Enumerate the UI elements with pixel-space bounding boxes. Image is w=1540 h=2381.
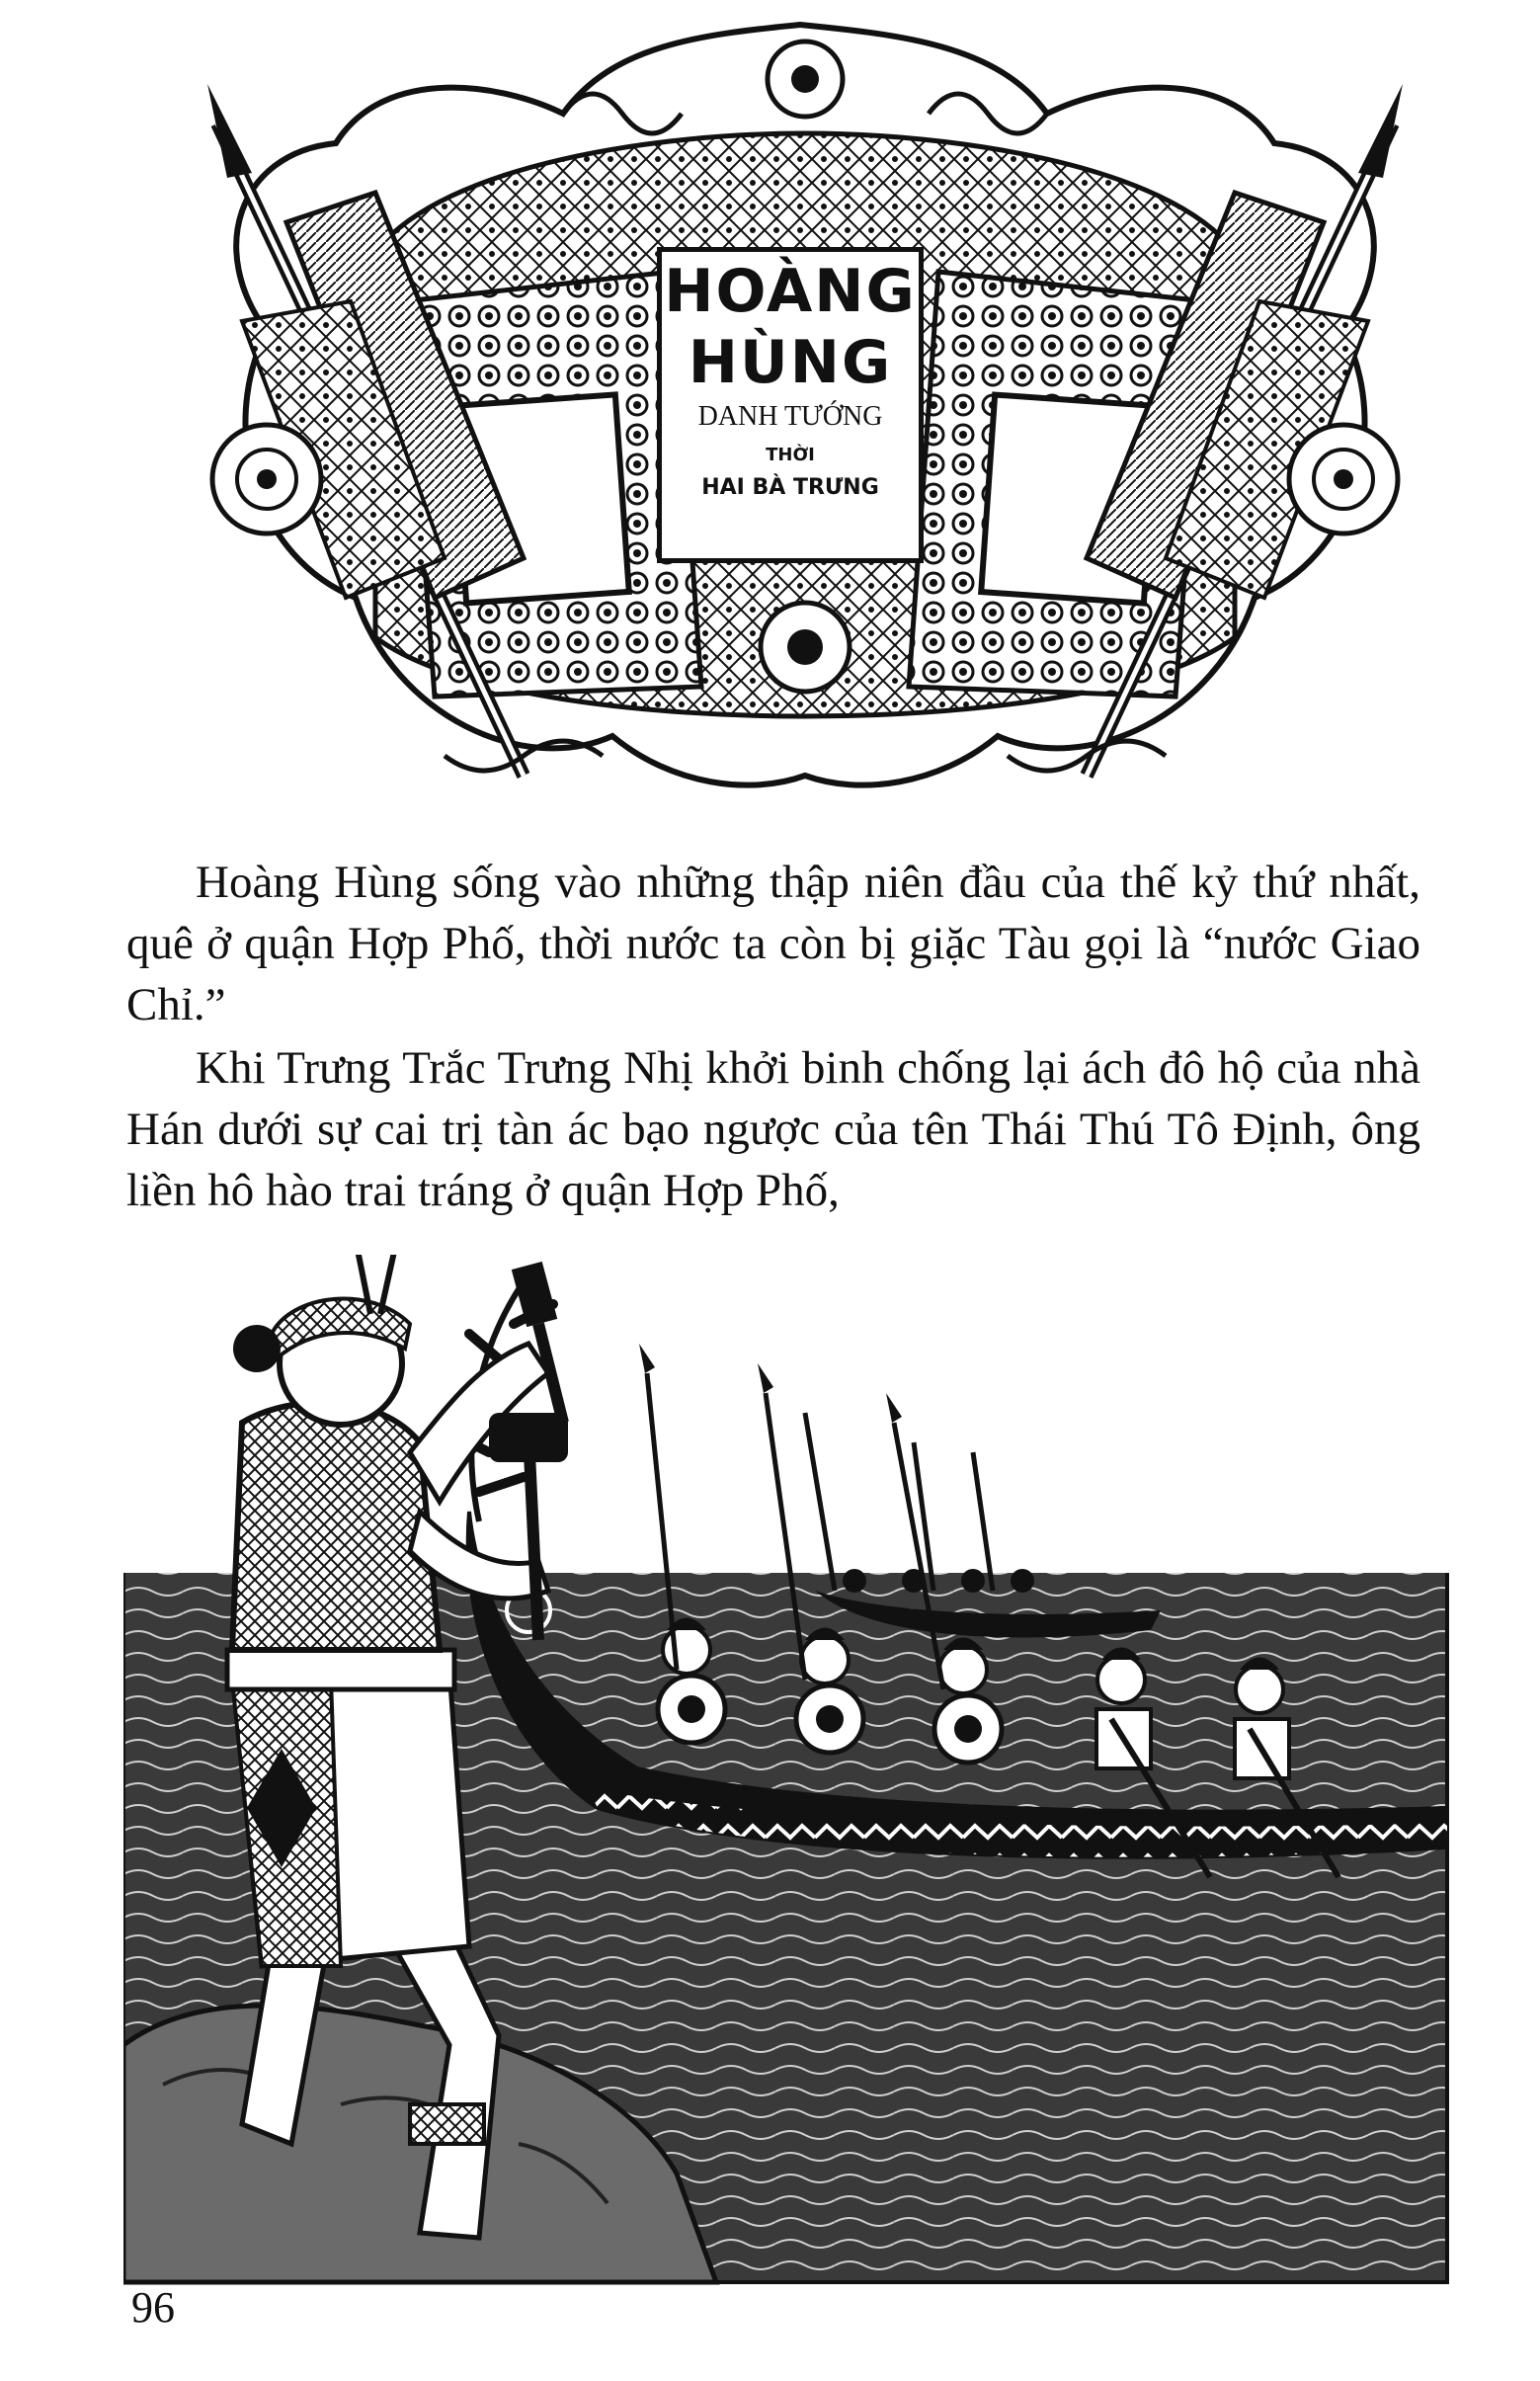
scene-illustration xyxy=(123,1255,1457,2292)
era-name: HAI BÀ TRƯNG xyxy=(701,475,879,500)
era-word: THỜI xyxy=(766,445,815,465)
title-line-2: HÙNG xyxy=(688,328,893,397)
subtitle: DANH TƯỚNG xyxy=(697,401,883,432)
title-line-1: HOÀNG xyxy=(664,257,917,326)
body-text xyxy=(126,852,1420,1223)
title-plaque xyxy=(657,247,924,563)
paragraph-2: Khi Trưng Trắc Trưng Nhị khởi binh chống lại ách đô hộ của nhà Hán dưới sự cai trị tàn ác bạo ngược của tên Thái Thú Tô Định, ông liền hô hào trai tráng ở quận Hợp Phố, xyxy=(126,1042,1420,1216)
page-number: 96 xyxy=(131,2283,175,2332)
paragraph-1: Hoàng Hùng sống vào những thập niên đầu của thế kỷ thứ nhất, quê ở quận Hợp Phố, thời nước ta còn bị giặc Tàu gọi là “nước Giao Chỉ.” xyxy=(126,857,1420,1030)
